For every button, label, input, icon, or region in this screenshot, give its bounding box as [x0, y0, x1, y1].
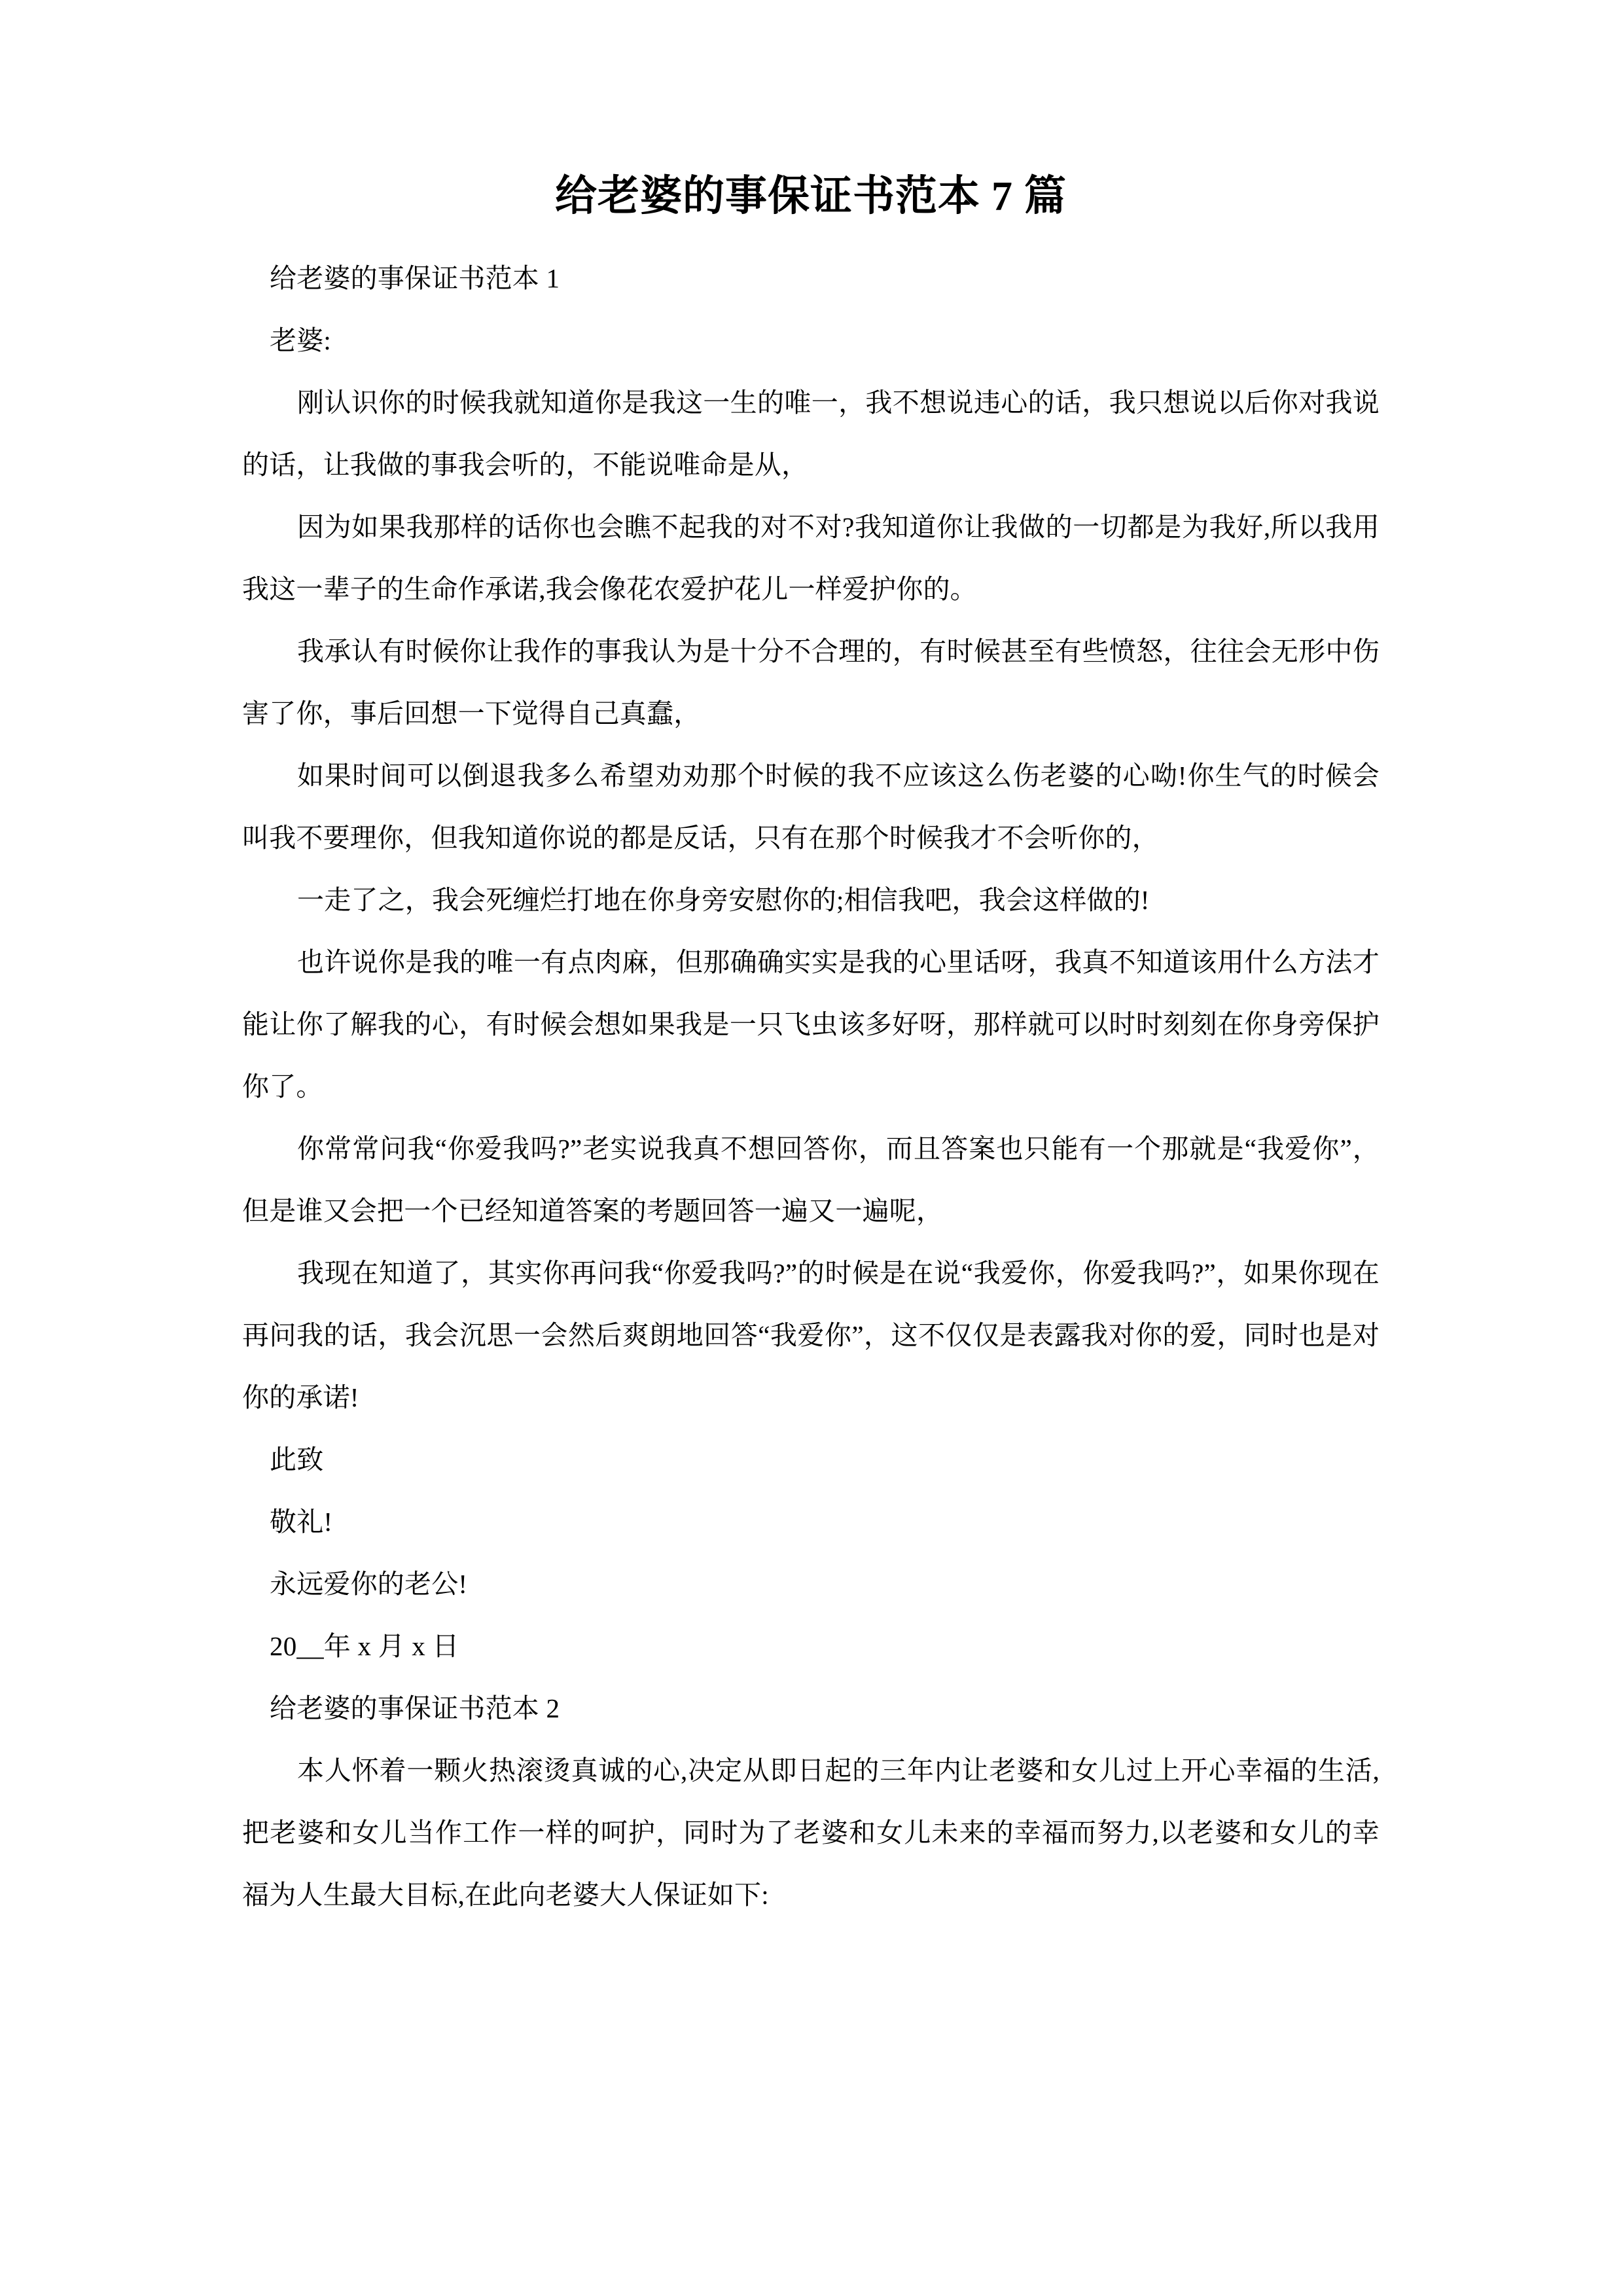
body-paragraph: 本人怀着一颗火热滚烫真诚的心,决定从即日起的三年内让老婆和女儿过上开心幸福的生活,把老婆和女儿当作工作一样的呵护，同时为了老婆和女儿未来的幸福而努力,以老婆和女儿的幸福为人生最大目标,在此向老婆大人保证如下:: [242, 1755, 1380, 1910]
document-content: [242, 0, 1380, 1926]
body-paragraph: 我承认有时候你让我作的事我认为是十分不合理的，有时候甚至有些愤怒，往往会无形中伤害了你，事后回想一下觉得自己真蠢，: [242, 636, 1380, 728]
body-paragraph: 你常常问我“你爱我吗?”老实说我真不想回答你，而且答案也只能有一个那就是“我爱你”，但是谁又会把一个已经知道答案的考题回答一遍又一遍呢，: [242, 1133, 1380, 1226]
body-paragraph: 因为如果我那样的话你也会瞧不起我的对不对?我知道你让我做的一切都是为我好,所以我用我这一辈子的生命作承诺,我会像花农爱护花儿一样爱护你的。: [242, 511, 1380, 604]
salutation: 老婆:: [270, 325, 331, 355]
body-paragraph: 我现在知道了，其实你再问我“你爱我吗?”的时候是在说“我爱你，你爱我吗?”，如果你现在再问我的话，我会沉思一会然后爽朗地回答“我爱你”，这不仅仅是表露我对你的爱，同时也是对你的承诺!: [242, 1257, 1380, 1412]
body-paragraph: 也许说你是我的唯一有点肉麻，但那确确实实是我的心里话呀，我真不知道该用什么方法才能让你了解我的心，有时候会想如果我是一只飞虫该多好呀，那样就可以时时刻刻在你身旁保护你了。: [242, 946, 1380, 1102]
page-title: 给老婆的事保证书范本 7 篇: [555, 173, 1067, 219]
body-paragraph: 刚认识你的时候我就知道你是我这一生的唯一，我不想说违心的话，我只想说以后你对我说的话，让我做的事我会听的，不能说唯命是从，: [242, 387, 1380, 480]
closing-salutation-line-2: 敬礼!: [270, 1506, 333, 1537]
body-paragraph: 一走了之，我会死缠烂打地在你身旁安慰你的;相信我吧，我会这样做的!: [297, 884, 1150, 915]
closing-date: 20__年 x 月 x 日: [270, 1630, 459, 1661]
body-paragraph: 如果时间可以倒退我多么希望劝劝那个时候的我不应该这么伤老婆的心呦!你生气的时候会叫我不要理你，但我知道你说的都是反话，只有在那个时候我才不会听你的，: [242, 760, 1380, 853]
closing-salutation-line-1: 此致: [270, 1444, 324, 1475]
closing-signature: 永远爱你的老公!: [270, 1568, 468, 1599]
section-2-heading: 给老婆的事保证书范本 2: [270, 1693, 560, 1723]
section-1-heading: 给老婆的事保证书范本 1: [270, 262, 560, 293]
